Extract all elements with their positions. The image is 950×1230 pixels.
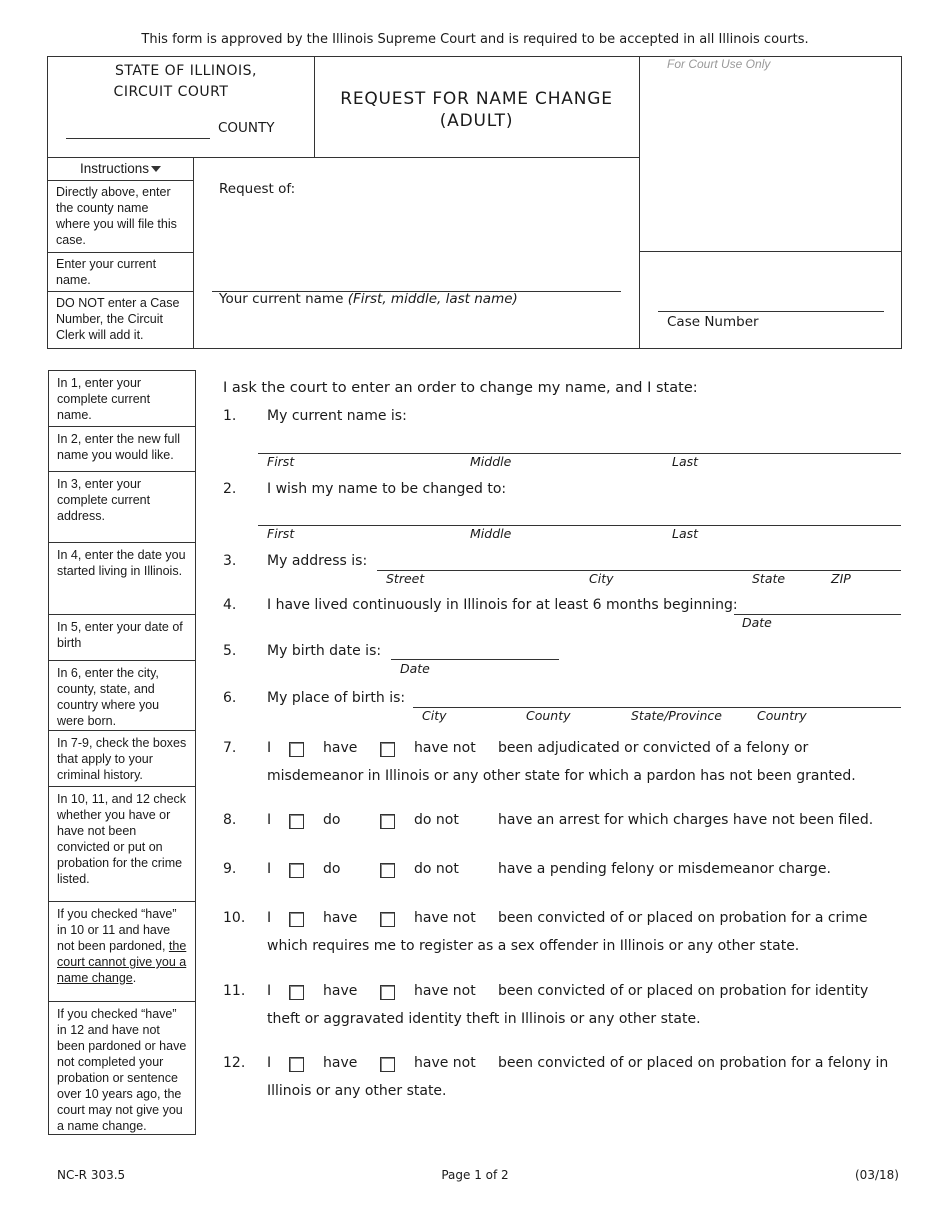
item-11-text: been convicted of or placed on probation for identity xyxy=(498,983,869,999)
item-number: 11. xyxy=(223,983,246,999)
instruction-case-number: DO NOT enter a Case Number, the Circuit Clerk will add it. xyxy=(56,296,180,342)
case-number-label: Case Number xyxy=(667,314,759,330)
item-number: 3. xyxy=(223,553,237,569)
form-title-line1: REQUEST FOR NAME CHANGE xyxy=(340,89,613,109)
case-number-input-line[interactable] xyxy=(658,311,884,312)
city-label: City xyxy=(589,571,614,586)
do-not-label: do not xyxy=(414,812,459,828)
court-use-label: For Court Use Only xyxy=(667,57,771,71)
have-not-label: have not xyxy=(414,740,476,756)
form-id: NC-R 303.5 xyxy=(57,1168,126,1182)
new-name-line[interactable] xyxy=(258,525,901,526)
have-not-label: have not xyxy=(414,910,476,926)
do-label: do xyxy=(323,861,341,877)
caption-box xyxy=(47,56,902,349)
last-label: Last xyxy=(672,526,699,541)
approval-notice: This form is approved by the Illinois Supreme Court and is required to be accepted in all Illinois courts. xyxy=(141,32,809,47)
first-label: First xyxy=(267,454,295,469)
middle-label: Middle xyxy=(470,526,512,541)
have-checkbox-12[interactable] xyxy=(289,1057,304,1072)
item-12-text: been convicted of or placed on probation for a felony in xyxy=(498,1055,889,1071)
instruction-county: Directly above, enter the county name where you will file this case. xyxy=(56,185,177,247)
last-label: Last xyxy=(672,454,699,469)
current-name-text: Your current name xyxy=(219,291,344,307)
item-i: I xyxy=(267,861,272,877)
do-checkbox-9[interactable] xyxy=(289,863,304,878)
zip-label: ZIP xyxy=(831,571,851,586)
side-instruction-10: If you checked “have” in 12 and have not been pardoned or have not completed your probation or sentence over 10 years ago, the court may not give you a name change. xyxy=(57,1007,187,1133)
item-number: 5. xyxy=(223,643,237,659)
side-instruction-9 xyxy=(49,902,195,1002)
date-label: Date xyxy=(742,615,772,630)
item-number: 10. xyxy=(223,910,246,926)
city-label: City xyxy=(422,708,447,723)
birth-date-line[interactable] xyxy=(391,659,559,660)
item-10-text-cont: which requires me to register as a sex offender in Illinois or any other state. xyxy=(267,938,800,954)
item-5-text: My birth date is: xyxy=(267,643,382,659)
instruction-name: Enter your current name. xyxy=(56,257,157,287)
item-4-text: I have lived continuously in Illinois for at least 6 months beginning: xyxy=(267,597,738,613)
date-label: Date xyxy=(400,661,430,676)
item-11-text-cont: theft or aggravated identity theft in Illinois or any other state. xyxy=(267,1011,701,1027)
side-instruction-7: In 7-9, check the boxes that apply to your criminal history. xyxy=(49,731,195,787)
have-label: have xyxy=(323,740,358,756)
have-label: have xyxy=(323,1055,358,1071)
item-2-text: I wish my name to be changed to: xyxy=(267,481,507,497)
side-instructions xyxy=(48,370,196,1135)
item-i: I xyxy=(267,1055,272,1071)
state-label: State xyxy=(752,571,786,586)
have-checkbox-10[interactable] xyxy=(289,912,304,927)
item-6-text: My place of birth is: xyxy=(267,690,406,706)
divider xyxy=(193,157,194,349)
have-label: have xyxy=(323,983,358,999)
middle-label: Middle xyxy=(470,454,512,469)
side-instruction-1: In 1, enter your complete current name. xyxy=(49,371,195,427)
item-i: I xyxy=(267,740,272,756)
side-instruction-4: In 4, enter the date you started living in Illinois. xyxy=(49,543,195,615)
have-checkbox-7[interactable] xyxy=(289,742,304,757)
item-i: I xyxy=(267,812,272,828)
current-name-label xyxy=(219,291,518,307)
item-number: 8. xyxy=(223,812,237,828)
item-8-text: have an arrest for which charges have not been filed. xyxy=(498,812,874,828)
item-7-text: been adjudicated or convicted of a felony or xyxy=(498,740,809,756)
county-label: COUNTY xyxy=(218,120,275,136)
side-instruction-2: In 2, enter the new full name you would like. xyxy=(49,427,195,472)
item-number: 12. xyxy=(223,1055,246,1071)
have-not-label: have not xyxy=(414,1055,476,1071)
form-date: (03/18) xyxy=(855,1168,899,1182)
divider xyxy=(639,251,902,252)
current-name-hint: (First, middle, last name) xyxy=(347,291,518,307)
item-number: 7. xyxy=(223,740,237,756)
court-label: CIRCUIT COURT xyxy=(113,84,229,100)
side-instruction-6: In 6, enter the city, county, state, and country where you were born. xyxy=(49,661,195,731)
state-label: STATE OF ILLINOIS, xyxy=(114,63,258,79)
county-input-line[interactable] xyxy=(66,138,210,139)
intro-statement: I ask the court to enter an order to change my name, and I state: xyxy=(223,380,698,396)
item-9-text: have a pending felony or misdemeanor charge. xyxy=(498,861,831,877)
item-7-text-cont: misdemeanor in Illinois or any other state for which a pardon has not been granted. xyxy=(267,768,856,784)
state-province-label: State/Province xyxy=(631,708,722,723)
side-instruction-8: In 10, 11, and 12 check whether you have or have not been convicted or put on probation for the crime listed. xyxy=(49,787,195,902)
item-3-text: My address is: xyxy=(267,553,368,569)
caret-down-icon xyxy=(151,166,161,172)
divider xyxy=(639,57,640,349)
county-label: County xyxy=(526,708,571,723)
do-label: do xyxy=(323,812,341,828)
have-not-checkbox-7[interactable] xyxy=(380,742,395,757)
item-i: I xyxy=(267,910,272,926)
item-number: 1. xyxy=(223,408,237,424)
side-instruction-9-end: . xyxy=(132,971,137,985)
have-label: have xyxy=(323,910,358,926)
request-of-label: Request of: xyxy=(219,181,296,197)
first-label: First xyxy=(267,526,295,541)
do-checkbox-8[interactable] xyxy=(289,814,304,829)
have-not-checkbox-10[interactable] xyxy=(380,912,395,927)
have-not-checkbox-12[interactable] xyxy=(380,1057,395,1072)
header-instructions xyxy=(48,157,193,349)
form-title-line2: (ADULT) xyxy=(439,111,514,131)
have-not-label: have not xyxy=(414,983,476,999)
item-1-text: My current name is: xyxy=(267,408,407,424)
side-instruction-5: In 5, enter your date of birth xyxy=(49,615,195,661)
have-checkbox-11[interactable] xyxy=(289,985,304,1000)
do-not-checkbox-9[interactable] xyxy=(380,863,395,878)
have-not-checkbox-11[interactable] xyxy=(380,985,395,1000)
address-line[interactable] xyxy=(377,570,901,571)
instructions-toggle[interactable] xyxy=(48,157,193,180)
instructions-label: Instructions xyxy=(79,161,150,176)
page-number: Page 1 of 2 xyxy=(441,1168,509,1182)
item-number: 4. xyxy=(223,597,237,613)
form-title xyxy=(314,88,639,132)
item-number: 2. xyxy=(223,481,237,497)
item-12-text-cont: Illinois or any other state. xyxy=(267,1083,447,1099)
country-label: Country xyxy=(757,708,807,723)
street-label: Street xyxy=(386,571,425,586)
side-instruction-9-warning: the court cannot give you a name change xyxy=(57,939,187,985)
item-10-text: been convicted of or placed on probation for a crime xyxy=(498,910,868,926)
item-number: 9. xyxy=(223,861,237,877)
do-not-checkbox-8[interactable] xyxy=(380,814,395,829)
side-instruction-3: In 3, enter your complete current address. xyxy=(49,472,195,543)
item-number: 6. xyxy=(223,690,237,706)
do-not-label: do not xyxy=(414,861,459,877)
side-instruction-9-text: If you checked “have” in 10 or 11 and have not been pardoned, xyxy=(57,907,177,953)
item-i: I xyxy=(267,983,272,999)
current-name-line[interactable] xyxy=(258,453,901,454)
